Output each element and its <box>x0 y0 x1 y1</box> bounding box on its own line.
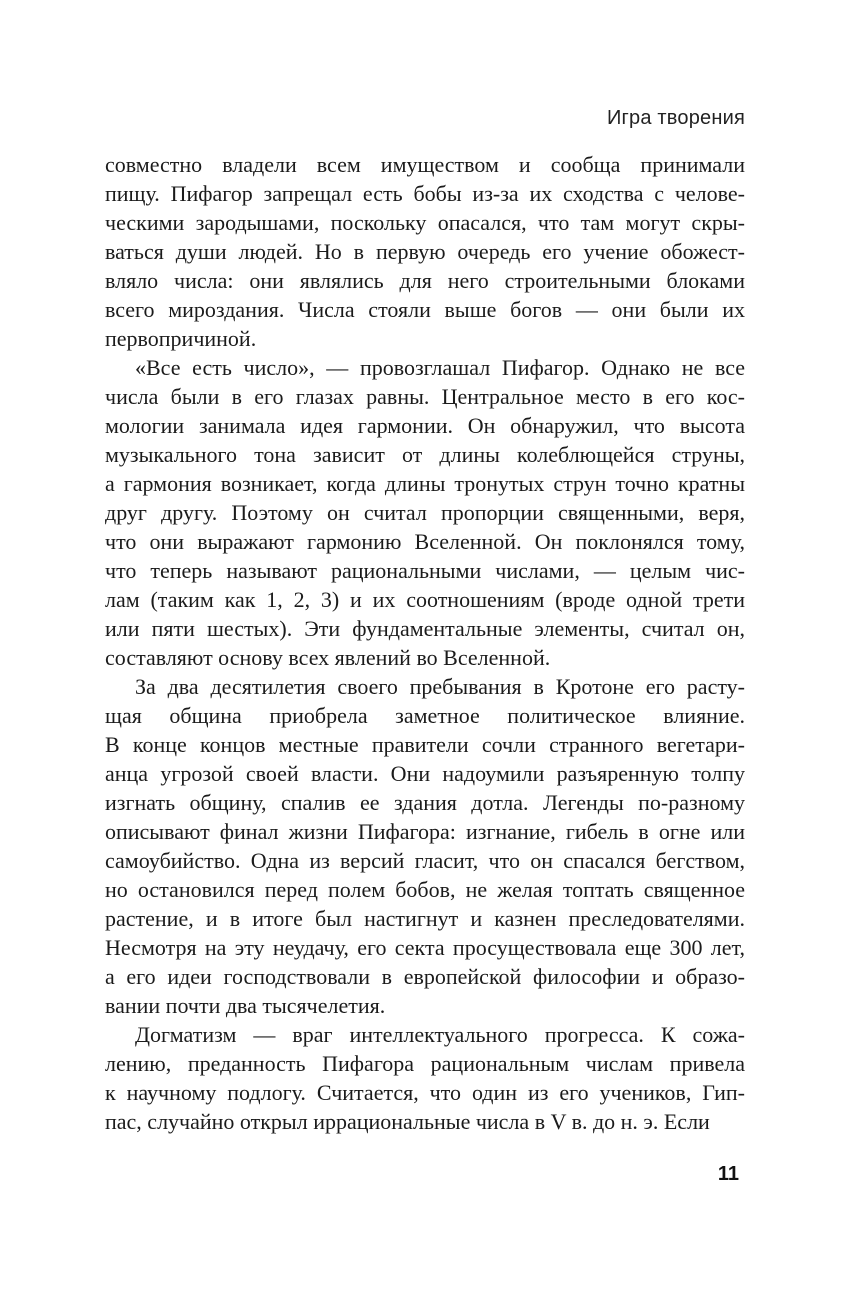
text-line: что они выражают гармонию Вселенной. Он поклонялся тому, <box>105 529 745 554</box>
text-line: а его идеи господствовали в европейской философии и образо- <box>105 964 745 989</box>
text-line: В конце концов местные правители сочли странного вегетари- <box>105 732 745 757</box>
body-text <box>105 150 745 1136</box>
text-line: числа были в его глазах равны. Центральное место в его кос- <box>105 384 745 409</box>
text-line: изгнать общину, спалив ее здания дотла. Легенды по-разному <box>105 790 745 815</box>
text-line: ваться души людей. Но в первую очередь его учение обожест- <box>105 239 745 264</box>
text-line: совместно владели всем имуществом и сообща принимали <box>105 152 745 177</box>
text-line: лам (таким как 1, 2, 3) и их соотношениям (вроде одной трети <box>105 587 745 612</box>
text-line: лению, преданность Пифагора рациональным числам привела <box>105 1051 745 1076</box>
text-line: ческими зародышами, поскольку опасался, что там могут скры- <box>105 210 745 235</box>
text-line: составляют основу всех явлений во Вселенной. <box>105 645 551 670</box>
text-line: вании почти два тысячелетия. <box>105 993 386 1018</box>
text-line: «Все есть число», — провозглашал Пифагор. Однако не все <box>135 355 745 380</box>
paragraph <box>105 1020 745 1136</box>
running-header: Игра творения <box>606 107 745 129</box>
text-line: самоубийство. Одна из версий гласит, что он спасался бегством, <box>105 848 745 873</box>
text-line: пищу. Пифагор запрещал есть бобы из-за их сходства с челове- <box>105 181 745 206</box>
text-line: друг другу. Поэтому он считал пропорции священными, веря, <box>105 500 745 525</box>
text-line: щая община приобрела заметное политическое влияние. <box>105 703 745 728</box>
text-line: музыкального тона зависит от длины колеблющейся струны, <box>105 442 745 467</box>
text-line: но остановился перед полем бобов, не желая топтать священное <box>105 877 745 902</box>
text-line: растение, и в итоге был настигнут и казнен преследователями. <box>105 906 745 931</box>
text-line: описывают финал жизни Пифагора: изгнание, гибель в огне или <box>105 819 745 844</box>
text-line: или пяти шестых). Эти фундаментальные элементы, считал он, <box>105 616 745 641</box>
paragraph <box>105 353 745 672</box>
text-line: всего мироздания. Числа стояли выше богов — они были их <box>105 297 745 322</box>
text-line: анца угрозой своей власти. Они надоумили разъяренную толпу <box>105 761 745 786</box>
text-line: вляло числа: они являлись для него строительными блоками <box>105 268 745 293</box>
page-number: 11 <box>717 1163 739 1185</box>
text-line: а гармония возникает, когда длины тронутых струн точно кратны <box>105 471 745 496</box>
text-line: к научному подлогу. Считается, что один из его учеников, Гип- <box>105 1080 745 1105</box>
text-line: пас, случайно открыл иррациональные числа в V в. до н. э. Если <box>105 1109 710 1134</box>
text-line: мологии занимала идея гармонии. Он обнаружил, что высота <box>105 413 745 438</box>
text-line: что теперь называют рациональными числами, — целым чис- <box>105 558 745 583</box>
paragraph <box>105 150 745 353</box>
text-line: первопричиной. <box>105 326 257 351</box>
text-line: За два десятилетия своего пребывания в Кротоне его расту- <box>135 674 745 699</box>
text-line: Догматизм — враг интеллектуального прогресса. К сожа- <box>135 1022 745 1047</box>
text-line: Несмотря на эту неудачу, его секта просуществовала еще 300 лет, <box>105 935 745 960</box>
paragraph <box>105 672 745 1020</box>
